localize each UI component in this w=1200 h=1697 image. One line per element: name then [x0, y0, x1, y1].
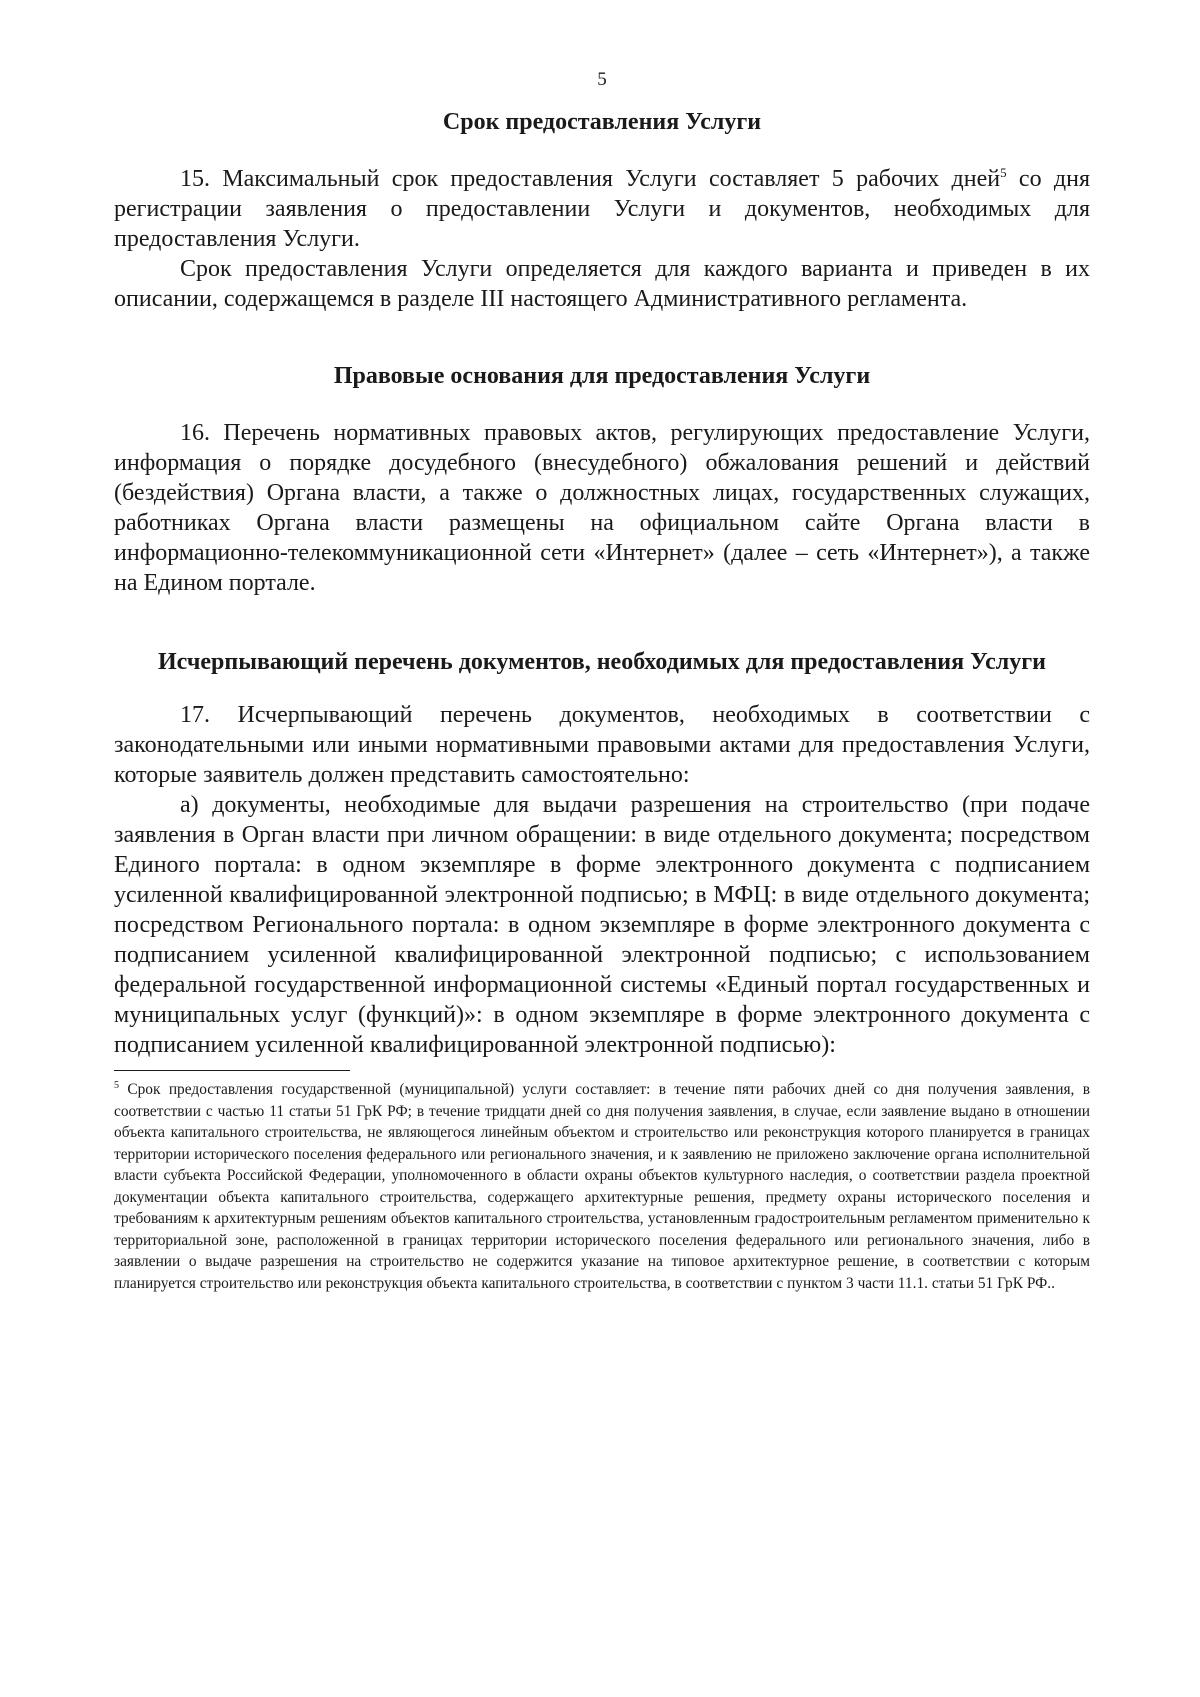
- paragraph-17-a: а) документы, необходимые для выдачи разрешения на строительство (при подаче заявления в Орган власти при личном обращении: в виде отдельного документа; посредством Единого портала: в одном экземпляре в форме электронного документа с подписанием усиленной квалифицированной электронной подписью; в МФЦ: в виде отдельного документа; посредством Регионального портала: в одном экземпляре в форме электронного документа с подписанием усиленной квалифицированной электронной подписью; с использованием федеральной государственной информационной системы «Единый портал государственных и муниципальных услуг (функций)»: в одном экземпляре в форме электронного документа с подписанием усиленной квалифицированной электронной подписью):: [114, 792, 1090, 1058]
- footnote-divider: [114, 1070, 350, 1071]
- page-number: 5: [597, 69, 607, 90]
- paragraph-15-term-note: Срок предоставления Услуги определяется для каждого варианта и приведен в их описании, содержащемся в разделе III настоящего Административного регламента.: [114, 256, 1090, 312]
- paragraph-16: 16. Перечень нормативных правовых актов, регулирующих предоставление Услуги, информация о порядке досудебного (внесудебного) обжалования решений и действий (бездействия) Органа власти, а также о должностных лицах, государственных служащих, работниках Органа власти размещены на официальном сайте Органа власти в информационно-телекоммуникационной сети «Интернет» (далее – сеть «Интернет»), а также на Едином портале.: [114, 420, 1090, 596]
- section-heading-legal-basis: Правовые основания для предоставления Услуги: [333, 363, 871, 389]
- footnote-ref[interactable]: 5: [1000, 165, 1007, 180]
- footnote: [114, 1079, 1090, 1294]
- section-heading-term: Срок предоставления Услуги: [442, 109, 762, 135]
- paragraph-15-tail: со дня регистрации заявления о предоставлении Услуги и документов, необходимых для предоставления Услуги.: [114, 166, 1090, 252]
- section-heading-documents: Исчерпывающий перечень документов, необходимых для предоставления Услуги: [158, 649, 1046, 675]
- paragraph-17: 17. Исчерпывающий перечень документов, необходимых в соответствии с законодательными или иными нормативными правовыми актами для предоставления Услуги, которые заявитель должен представить самостоятельно:: [114, 702, 1090, 788]
- paragraph-15: [114, 164, 1090, 254]
- footnote-text: Срок предоставления государственной (муниципальной) услуги составляет: в течение пяти рабочих дней со дня получения заявления, в соответствии с частью 11 статьи 51 ГрК РФ; в течение тридцати дней со дня получения заявления, в случае, если заявление выдано в отношении объекта капитального строительства, не являющегося линейным объектом и строительство или реконструкция которого планируется в границах территории исторического поселения федерального или регионального значения, и к заявлению не приложено заключение органа исполнительной власти субъекта Российской Федерации, уполномоченного в области охраны объектов культурного наследия, о соответствии раздела проектной документации объекта капитального строительства, содержащего архитектурные решения, предмету охраны исторического поселения и требованиям к архитектурным решениям объектов капитального строительства, установленным градостроительным регламентом применительно к территориальной зоне, расположенной в границах территории исторического поселения федерального или регионального значения, либо в заявлении о выдаче разрешения на строительство не содержится указание на типовое архитектурное решение, в соответствии с которым планируется строительство или реконструкция объекта капитального строительства, в соответствии с пунктом 3 части 11.1. статьи 51 ГрК РФ..: [114, 1081, 1090, 1292]
- paragraph-15-text: 15. Максимальный срок предоставления Услуги составляет 5 рабочих дней: [180, 166, 1001, 192]
- footnote-number: 5: [114, 1080, 119, 1091]
